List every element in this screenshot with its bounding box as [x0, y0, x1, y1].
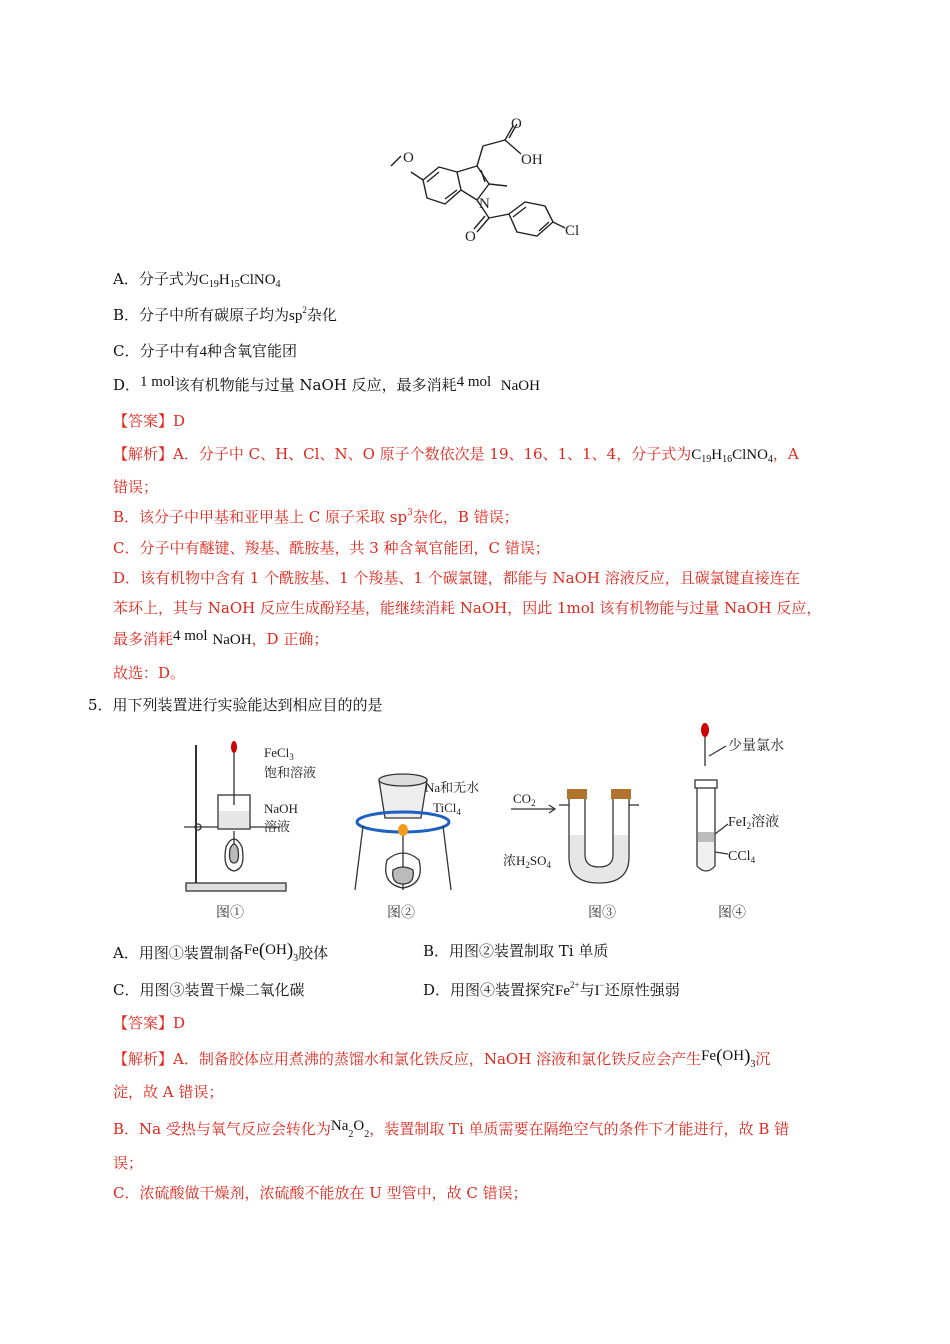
q4-explanation-d1: D．该有机物中含有 1 个酰胺基、1 个羧基、1 个碳氯键，都能与 NaOH 溶液反应，且碳氯键直接连在 — [113, 569, 800, 587]
figure-1-colloid-apparatus — [180, 735, 320, 895]
fig1-solution-label: 溶液 — [264, 819, 291, 834]
q5-option-c: C．用图③装置干燥二氧化碳 — [113, 981, 305, 999]
fig1-saturated-label: 饱和溶液 — [264, 765, 317, 780]
q5-option-b: B．用图②装置制取 Ti 单质 — [423, 942, 609, 960]
q4-option-d: D．1 mol该有机物能与过量 NaOH 反应，最多消耗4 mol NaOH — [113, 374, 540, 394]
q5-explanation-a: 【解析】A．制备胶体应用煮沸的蒸馏水和氯化铁反应，NaOH 溶液和氯化铁反应会产生$Fe(OH)_3$沉 — [113, 1046, 771, 1070]
q5-option-a: A．用图①装置制备$Fe(OH)_3$胶体 — [113, 940, 329, 964]
figure-3-u-tube-apparatus — [495, 775, 655, 895]
figure-3-caption: 图③ — [588, 905, 616, 921]
fig3-co2-label: $CO_2$ — [513, 791, 536, 808]
figure-1-caption: 图① — [216, 905, 244, 921]
amide-o-label: O — [465, 229, 476, 245]
carbonyl-o-label: O — [511, 116, 522, 132]
q4-explanation-b: B．该分子中甲基和亚甲基上 C 原子采取 $sp^3$杂化，B 错误； — [113, 508, 519, 526]
indole-molecule-structure — [385, 110, 625, 250]
q4-explanation-a: 【解析】A．分子中 C、H、Cl、N、O 原子个数依次是 19、16、1、1、4，分子式为$C_{19}H_{16}ClNO_4$，A — [113, 445, 799, 465]
fig2-na-label: Na和无水 — [425, 780, 480, 795]
q4-explanation-d2: 苯环上，其与 NaOH 反应生成酚羟基，能继续消耗 NaOH，因此 1mol 该有机物能与过量 NaOH 反应， — [113, 599, 822, 617]
figure-4-test-tube-apparatus — [690, 720, 830, 890]
q5-explanation-a-cont: 淀，故 A 错误； — [113, 1083, 224, 1101]
figure-2-caption: 图② — [387, 905, 415, 921]
q4-explanation-a-cont: 错误； — [113, 478, 159, 496]
q5-explanation-c: C．浓硫酸做干燥剂，浓硫酸不能放在 U 型管中，故 C 错误； — [113, 1184, 528, 1202]
q5-option-d: D．用图④装置探究$Fe^{2+}$与I−还原性强弱 — [423, 980, 680, 999]
q4-explanation-d3: 最多消耗4 mol NaOH，D 正确； — [113, 628, 329, 648]
fig4-chlorine-water-label: 少量氯水 — [728, 739, 784, 754]
fig3-h2so4-label: 浓$H_2SO_4$ — [503, 853, 552, 870]
q5-stem: 5．用下列装置进行实验能达到相应目的的是 — [88, 696, 383, 714]
nitrogen-label: N — [479, 196, 490, 212]
oh-label: OH — [521, 152, 543, 168]
fig1-fecl3-label: FeCl$_3$ — [264, 745, 294, 762]
chlorine-label: Cl — [565, 223, 580, 239]
q5-explanation-b: B．Na 受热与氧气反应会转化为$Na_2O_2$，装置制取 Ti 单质需要在隔绝空气的条件下才能进行，故 B 错 — [113, 1118, 790, 1140]
q4-conclusion: 故选：D。 — [113, 664, 186, 682]
q4-answer: 【答案】D — [113, 412, 186, 430]
fig4-ccl4-label: CCl$_4$ — [728, 849, 756, 865]
figure-4-caption: 图④ — [718, 905, 746, 921]
q4-option-a: A．分子式为$C_{19}H_{15}ClNO_4$ — [113, 270, 281, 290]
q5-explanation-b-cont: 误； — [113, 1154, 144, 1172]
fig4-fei2-label: FeI$_2$溶液 — [728, 815, 780, 831]
figure-2-crucible-apparatus — [345, 770, 505, 896]
fig2-ticl4-label: TiCl$_4$ — [433, 800, 461, 817]
methoxy-o-label: O — [403, 150, 414, 166]
fig1-naoh-label: NaOH — [264, 801, 298, 816]
q4-option-c: C．分子中有4种含氧官能团 — [113, 342, 297, 360]
q4-option-b: B．分子中所有碳原子均为$sp^2$杂化 — [113, 305, 337, 324]
q5-answer: 【答案】D — [113, 1014, 186, 1032]
q4-explanation-c: C．分子中有醚键、羧基、酰胺基，共 3 种含氧官能团，C 错误； — [113, 539, 550, 557]
